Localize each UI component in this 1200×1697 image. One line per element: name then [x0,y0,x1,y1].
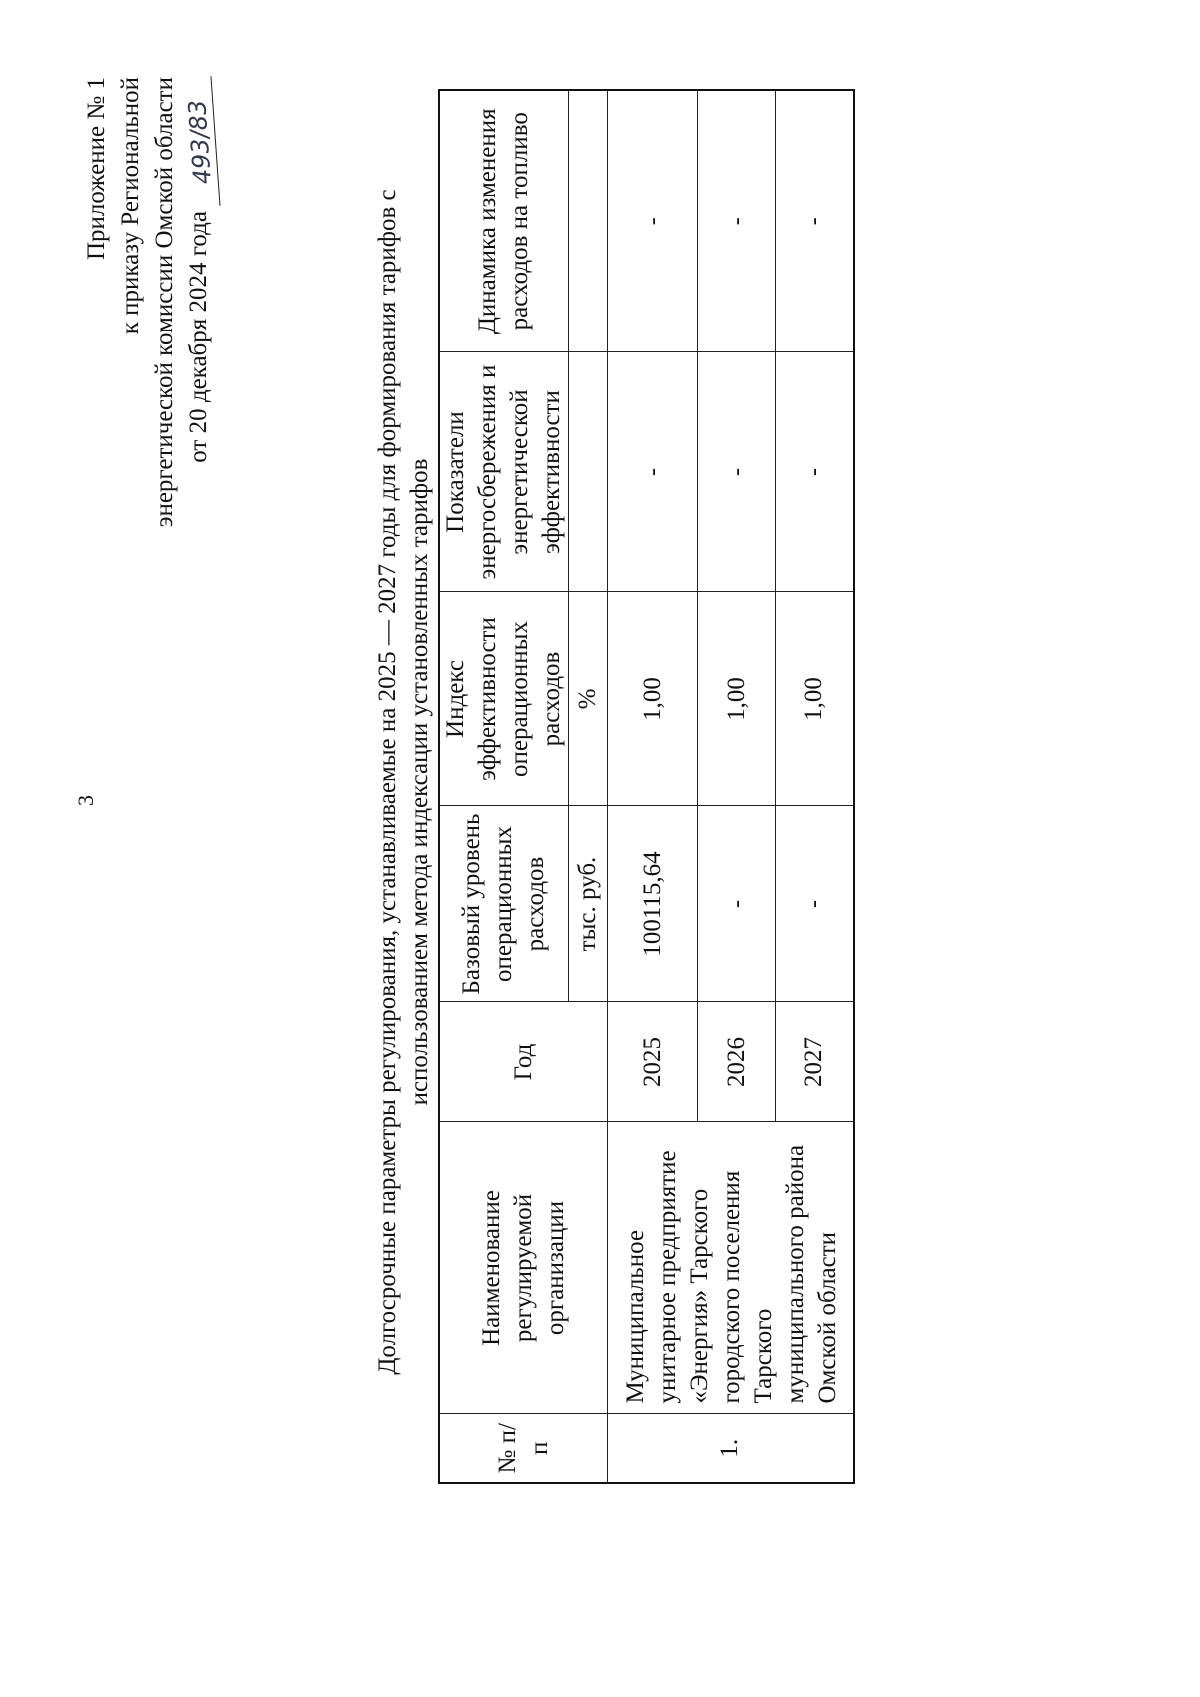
header-energy-saving: Показатели энергосбережения и энергетической эффективности [439,352,569,592]
cell-fuel-dynamics: - [698,90,776,352]
header-base-level: Базовый уровень операционных расходов [439,806,569,1002]
cell-base-level: - [698,806,776,1002]
cell-year: 2026 [698,1002,776,1122]
cell-fuel-dynamics: - [608,90,698,352]
handwritten-order-number: 493/83 [181,76,221,208]
page-number: 3 [73,795,98,806]
cell-efficiency-index: 1,00 [698,592,776,806]
header-fuel-dynamics: Динамика изменения расходов на топливо [439,90,569,352]
table-header-row [439,90,569,1483]
title-line-2: использованием метода индексации установленных тарифов [406,458,433,1106]
unit-efficiency-index: % [569,592,608,806]
annex-order-line [182,77,216,463]
cell-efficiency-index: 1,00 [776,592,854,806]
title-line-1: Долгосрочные параметры регулирования, устанавливаемые на 2025 — 2027 годы для формирования тарифов с [374,189,401,1375]
header-efficiency-index: Индекс эффективности операционных расходов [439,592,569,806]
cell-base-level: - [776,806,854,1002]
annex-line-4: от 20 декабря 2024 года [185,211,212,463]
document-title [372,167,436,1397]
annex-block [80,77,216,637]
annex-line-1: Приложение № 1 [83,77,110,261]
cell-energy-saving: - [698,352,776,592]
parameters-table [438,89,855,1484]
unit-base-level: тыс. руб. [569,806,608,1002]
cell-efficiency-index: 1,00 [608,592,698,806]
table-row [608,90,698,1483]
header-year: Год [439,1002,608,1122]
cell-energy-saving: - [776,352,854,592]
annex-line-3: энергетической комиссии Омской области [151,77,178,528]
row-number: 1. [608,1414,854,1483]
cell-base-level: 100115,64 [608,806,698,1002]
cell-year: 2027 [776,1002,854,1122]
cell-fuel-dynamics: - [776,90,854,352]
header-num: № п/п [439,1414,608,1483]
cell-year: 2025 [608,1002,698,1122]
annex-line-2: к приказу Региональной [117,77,144,335]
organization-name: Муниципальное унитарное предприятие «Энергия» Тарского городского поселения Тарского муниципального района Омской области [608,1122,854,1414]
cell-energy-saving: - [608,352,698,592]
header-organization: Наименование регулируемой организации [439,1122,608,1414]
